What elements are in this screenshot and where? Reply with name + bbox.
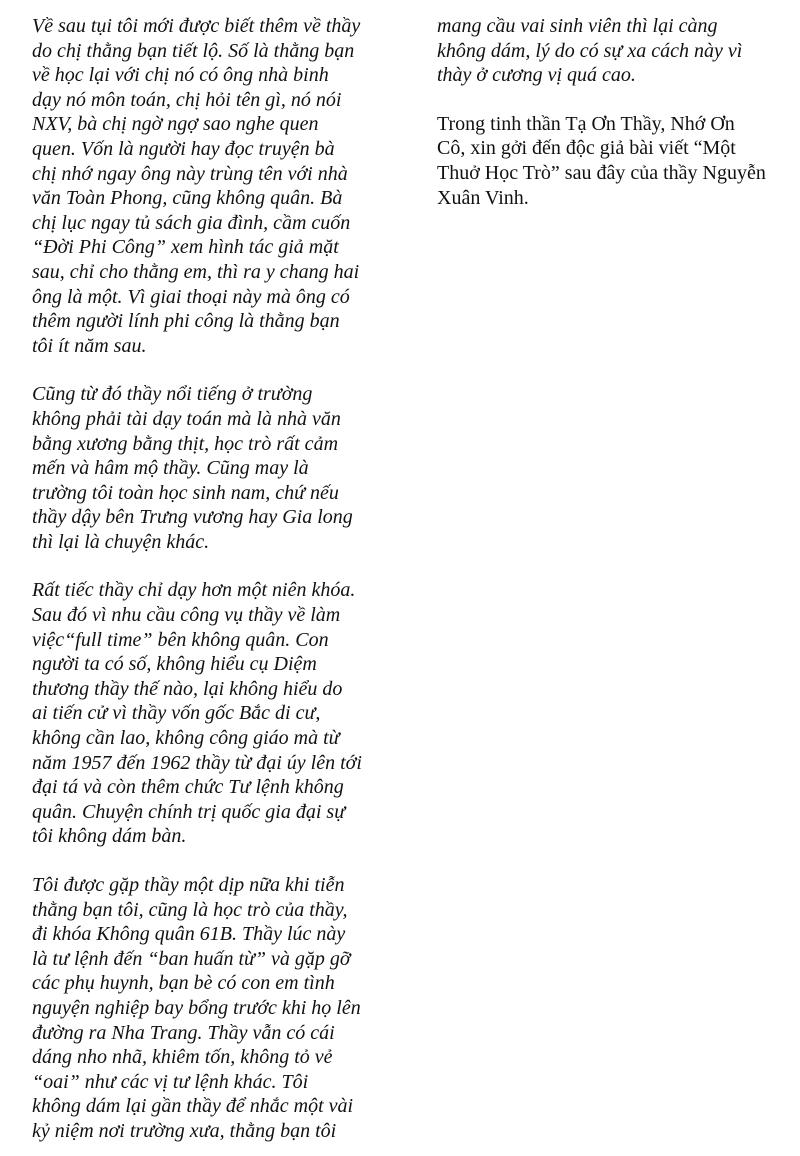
text-line: chị lục ngay tủ sách gia đình, cầm cuốn [32,211,351,234]
text-line: Xuân Vinh. [437,186,529,209]
text-line: thầy dậy bên Trưng vương hay Gia long [32,506,353,529]
text-line: Về sau tụi tôi mới được biết thêm về thầy [32,15,361,37]
text-line: Tôi được gặp thầy một dịp nữa khi tiễn [32,874,345,896]
text-line: “oai” như các vị tư lệnh khác. Tôi [32,1070,309,1093]
text-line: mang cầu vai sinh viên thì lại càng [437,15,718,37]
paragraph-fame [32,382,392,554]
text-line: do chị thằng bạn tiết lộ. Số là thằng bạn [32,39,355,62]
text-line: tôi không dám bàn. [32,825,187,848]
text-line: thương thầy thế nào, lại không hiểu do [32,677,343,700]
text-line: bằng xương bằng thịt, học trò rất cảm [32,432,339,455]
text-line: mến và hâm mộ thầy. Cũng may là [32,457,309,480]
text-line: việc“full time” bên không quân. Con [32,628,329,651]
text-line: NXV, bà chị ngờ ngợ sao nghe quen [32,113,319,136]
text-line: đường ra Nha Trang. Thầy vẫn có cái [32,1021,335,1044]
text-line: không cần lao, không công giáo mà từ [32,727,340,750]
text-line: là tư lệnh đến “ban huấn từ” và gặp gỡ [32,947,351,970]
text-line: kỷ niệm nơi trường xưa, thằng bạn tôi [32,1119,337,1142]
paragraph-career [32,578,392,849]
text-line: Trong tinh thần Tạ Ơn Thầy, Nhớ Ơn [437,112,735,135]
text-line: sau, chỉ cho thằng em, thì ra y chang hai [32,260,360,283]
text-line: dạy nó môn toán, chị hỏi tên gì, nó nói [32,88,342,111]
text-line: năm 1957 đến 1962 thầy từ đại úy lên tới [32,751,362,774]
text-line: không phải tài dạy toán mà là nhà văn [32,407,341,430]
text-line: đi khóa Không quân 61B. Thầy lúc này [32,923,346,946]
text-line: thêm người lính phi công là thằng bạn [32,310,340,333]
right-column [437,14,797,234]
text-line: Sau đó vì nhu cầu công vụ thầy về làm [32,604,341,627]
text-line: không dám, lý do có sự xa cách này vì [437,39,743,62]
text-line: thày ở cương vị quá cao. [437,64,636,87]
text-line: ông là một. Vì giai thoại này mà ông có [32,285,350,308]
text-line: Thuở Học Trò” sau đây của thầy Nguyễn [437,161,766,184]
left-column [32,14,392,1156]
text-line: về học lại với chị nó có ông nhà binh [32,64,329,87]
text-line: người ta có số, không hiểu cụ Diệm [32,653,317,676]
text-line: quen. Vốn là người hay đọc truyện bà [32,137,335,160]
paragraph-discovery [32,14,392,358]
text-line: tôi ít năm sau. [32,334,147,357]
text-line: đại tá và còn thêm chức Tư lệnh không [32,776,344,799]
text-line: nguyện nghiệp bay bổng trước khi họ lên [32,996,361,1019]
text-line: dáng nho nhã, khiêm tốn, không tỏ vẻ [32,1046,333,1069]
text-line: thì lại là chuyện khác. [32,530,210,553]
paragraph-continuation [437,14,797,88]
text-line: chị nhớ ngay ông này trùng tên với nhà [32,162,348,185]
text-line: quân. Chuyện chính trị quốc gia đại sự [32,800,346,823]
paragraph-dedication [437,112,797,210]
text-line: “Đời Phi Công” xem hình tác giả mặt [32,236,339,259]
text-line: Rất tiếc thầy chỉ dạy hơn một niên khóa. [32,579,356,602]
text-line: thằng bạn tôi, cũng là học trò của thầy, [32,898,348,921]
text-line: ai tiến cử vì thầy vốn gốc Bắc di cư, [32,702,321,725]
text-line: các phụ huynh, bạn bè có con em tình [32,972,335,995]
text-line: Cô, xin gởi đến độc giả bài viết “Một [437,137,736,160]
text-line: trường tôi toàn học sinh nam, chứ nếu [32,481,339,504]
text-line: văn Toàn Phong, cũng không quân. Bà [32,187,343,210]
text-line: Cũng từ đó thầy nổi tiếng ở trường [32,383,313,406]
text-line: không dám lại gần thầy để nhắc một vài [32,1095,354,1118]
paragraph-farewell [32,873,392,1144]
